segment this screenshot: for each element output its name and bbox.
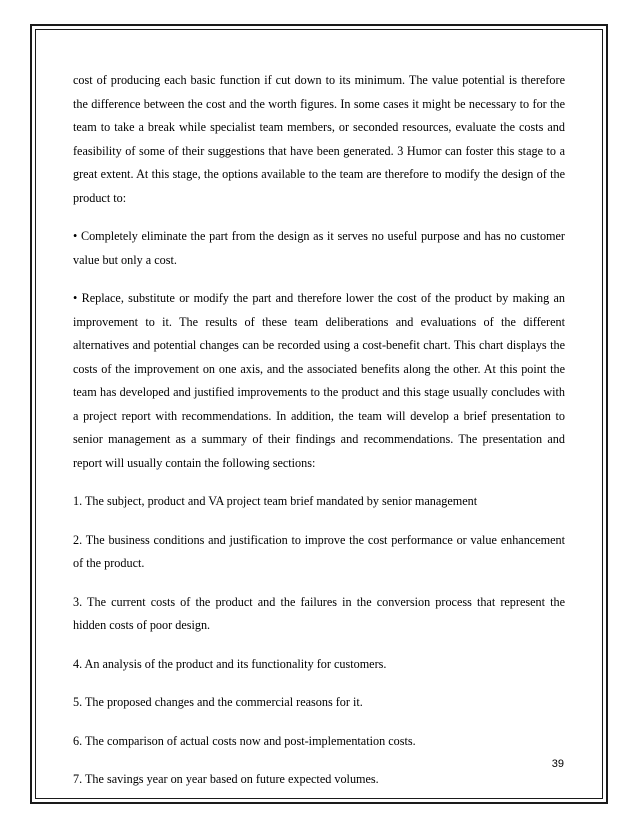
section-item-2: 2. The business conditions and justification to improve the cost performance or value enhancement of the product. (73, 532, 565, 570)
bullet-replace-part: • Replace, substitute or modify the part and therefore lower the cost of the product by making an improvement to it. The results of these team deliberations and evaluations of the different alternatives and potential changes can be recorded using a cost-benefit chart. This chart displays the costs of the improvement on one axis, and the associated benefits along the other. At this point the team has developed and justified improvements to the product and this stage usually concludes with a project report with recommendations. In addition, the team will develop a brief presentation to senior management as a summary of their findings and recommendations. The presentation and report will usually contain the following sections: (73, 291, 565, 470)
section-item-1: 1. The subject, product and VA project team brief mandated by senior management (73, 494, 478, 508)
document-body (73, 69, 565, 807)
page-number: 39 (551, 758, 564, 770)
bullet-eliminate-part: • Completely eliminate the part from the design as it serves no useful purpose and has no customer value but only a cost. (73, 229, 565, 267)
section-item-7: 7. The savings year on year based on future expected volumes. (73, 772, 379, 786)
section-item-5: 5. The proposed changes and the commercial reasons for it. (73, 695, 363, 709)
section-item-4: 4. An analysis of the product and its functionality for customers. (73, 656, 387, 671)
paragraph-value-potential: cost of producing each basic function if cut down to its minimum. The value potential is therefore the difference between the cost and the worth figures. In some cases it might be necessary to for the team to take a break while specialist team members, or seconded resources, evaluate the costs and feasibility of some of their suggestions that have been generated. 3 Humor can foster this stage to a great extent. At this stage, the options available to the team are therefore to modify the design of the product to: (73, 73, 565, 205)
section-item-3: 3. The current costs of the product and the failures in the conversion process that represent the hidden costs of poor design. (73, 594, 565, 632)
section-item-6: 6. The comparison of actual costs now and post-implementation costs. (73, 733, 416, 748)
